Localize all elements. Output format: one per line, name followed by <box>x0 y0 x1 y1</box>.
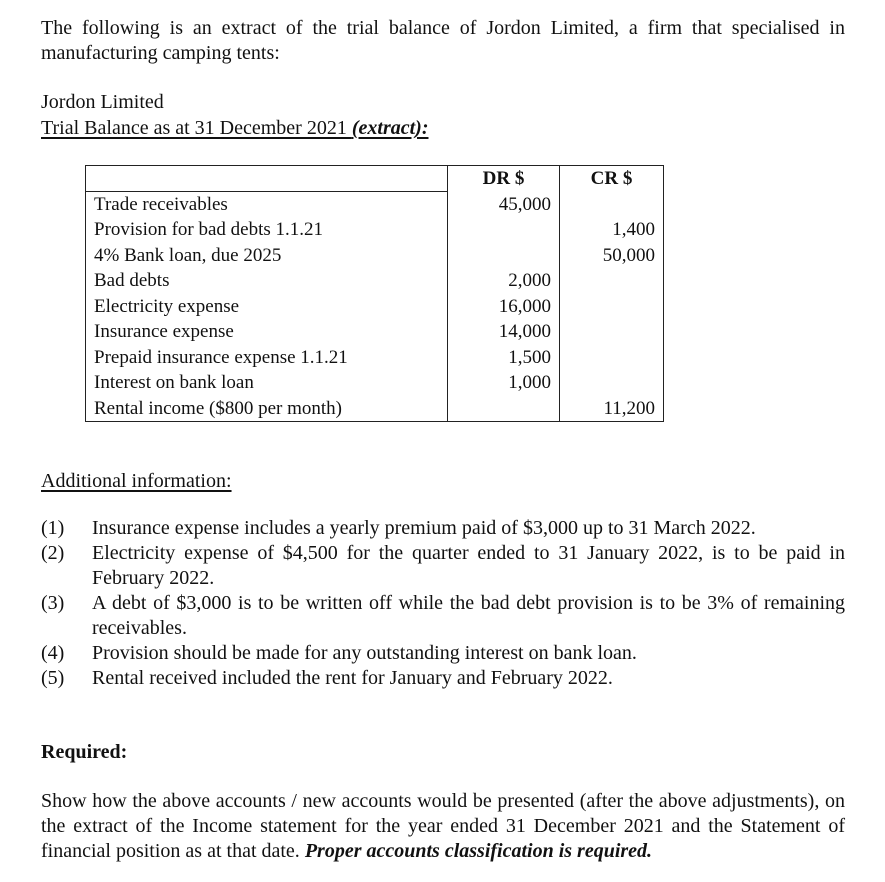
dr-header: DR $ <box>448 166 560 192</box>
account-cell: Electricity expense <box>86 294 448 320</box>
account-cell: Prepaid insurance expense 1.1.21 <box>86 345 448 371</box>
list-item <box>41 591 845 641</box>
list-item <box>41 516 845 541</box>
trial-balance-title <box>41 116 428 141</box>
dr-cell: 14,000 <box>448 319 560 345</box>
cr-cell: 11,200 <box>560 396 664 422</box>
additional-info-heading: Additional information: <box>41 470 232 492</box>
cr-cell <box>560 345 664 371</box>
account-cell: Bad debts <box>86 268 448 294</box>
account-cell: Insurance expense <box>86 319 448 345</box>
table-row <box>86 191 664 217</box>
required-heading: Required: <box>41 741 128 763</box>
table-row <box>86 268 664 294</box>
dr-cell: 1,500 <box>448 345 560 371</box>
table-row <box>86 294 664 320</box>
account-cell: Provision for bad debts 1.1.21 <box>86 217 448 243</box>
account-header-cell <box>86 166 448 192</box>
dr-cell <box>448 396 560 422</box>
item-text: Rental received included the rent for January and February 2022. <box>92 667 613 689</box>
list-item <box>41 666 845 691</box>
cr-cell <box>560 294 664 320</box>
account-cell: Trade receivables <box>86 191 448 217</box>
trial-balance-title-suffix: (extract): <box>351 117 429 139</box>
item-text: A debt of $3,000 is to be written off while the bad debt provision is to be 3% of remaining receivables. <box>92 592 845 639</box>
cr-cell <box>560 370 664 396</box>
cr-cell <box>560 191 664 217</box>
table-row <box>86 370 664 396</box>
dr-cell: 16,000 <box>448 294 560 320</box>
cr-cell: 1,400 <box>560 217 664 243</box>
item-text: Insurance expense includes a yearly premium paid of $3,000 up to 31 March 2022. <box>92 517 756 539</box>
table-row <box>86 243 664 269</box>
required-end: . <box>647 840 653 862</box>
dr-cell: 2,000 <box>448 268 560 294</box>
account-cell: Interest on bank loan <box>86 370 448 396</box>
cr-cell: 50,000 <box>560 243 664 269</box>
item-number: (3) <box>41 592 65 614</box>
trial-balance-table <box>85 165 664 422</box>
list-item <box>41 541 845 591</box>
required-text: Show how the above accounts / new accounts would be presented (after the above adjustments), on the extract of the Income statement for the year ended 31 December 2021 and the Statement of financial position as at that date. <box>41 790 845 862</box>
item-number: (1) <box>41 517 65 539</box>
account-cell: 4% Bank loan, due 2025 <box>86 243 448 269</box>
required-paragraph <box>41 789 845 864</box>
list-item <box>41 641 845 666</box>
item-number: (4) <box>41 642 65 664</box>
account-cell: Rental income ($800 per month) <box>86 396 448 422</box>
dr-cell: 1,000 <box>448 370 560 396</box>
cr-cell <box>560 319 664 345</box>
table-header-row <box>86 166 664 192</box>
table-row <box>86 345 664 371</box>
item-text: Provision should be made for any outstanding interest on bank loan. <box>92 642 637 664</box>
item-text: Electricity expense of $4,500 for the quarter ended to 31 January 2022, is to be paid in February 2022. <box>92 542 845 589</box>
table-row <box>86 319 664 345</box>
dr-cell <box>448 243 560 269</box>
cr-cell <box>560 268 664 294</box>
item-number: (5) <box>41 667 65 689</box>
cr-header: CR $ <box>560 166 664 192</box>
company-name: Jordon Limited <box>41 91 164 113</box>
intro-paragraph: The following is an extract of the trial balance of Jordon Limited, a firm that specialised in manufacturing camping tents: <box>41 17 845 64</box>
trial-balance-title-text: Trial Balance as at 31 December 2021 <box>41 117 352 139</box>
required-emphasis: Proper accounts classification is required <box>304 840 648 862</box>
table-row <box>86 217 664 243</box>
item-number: (2) <box>41 542 65 564</box>
dr-cell <box>448 217 560 243</box>
table-row <box>86 396 664 422</box>
additional-info-list <box>41 516 845 691</box>
dr-cell: 45,000 <box>448 191 560 217</box>
